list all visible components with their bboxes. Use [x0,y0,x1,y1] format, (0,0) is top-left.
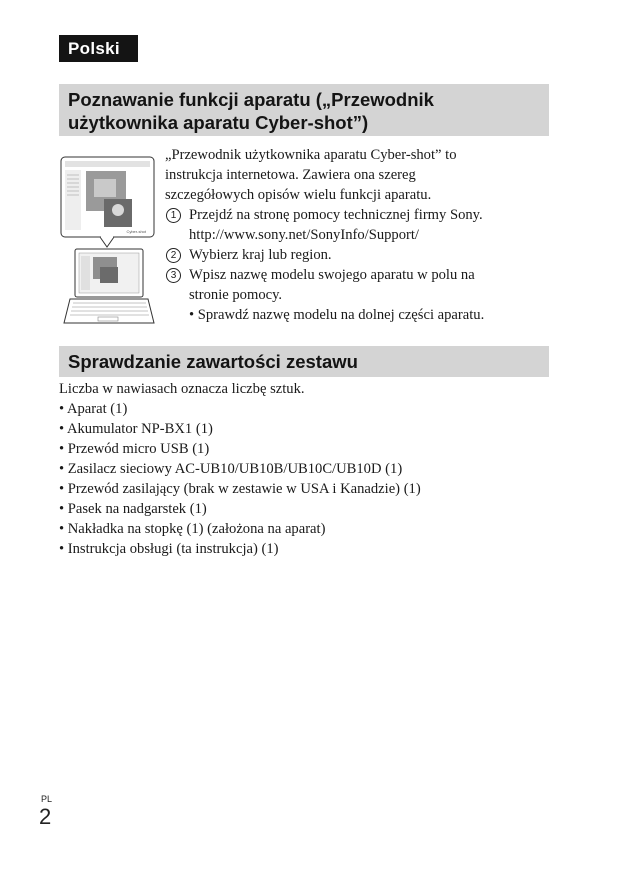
step-1-text: Przejdź na stronę pomocy technicznej firmy Sony. [189,207,483,223]
section-heading-features [59,84,549,136]
step-3 [165,265,555,305]
section-heading-features-line2: użytkownika aparatu Cyber-shot”) [68,112,369,133]
step-1 [165,205,555,245]
step-number-1: 1 [166,208,181,223]
list-item: • Akumulator NP-BX1 (1) [59,421,213,437]
model-name-note: • Sprawdź nazwę modelu na dolnej części aparatu. [189,307,485,323]
page-number: 2 [39,804,52,829]
list-item: • Przewód zasilający (brak w zestawie w USA i Kanadzie) (1) [59,481,421,497]
intro-line: instrukcja internetowa. Zawiera ona szereg [165,167,416,183]
illustration-caption: Cyber-shot [126,229,146,234]
support-url-link[interactable]: http://www.sony.net/SonyInfo/Support/ [189,227,419,243]
language-tab: Polski [59,35,138,62]
step-3-text: Wpisz nazwę modelu swojego aparatu w polu na [189,267,475,283]
footer-language-code: PL [41,794,53,804]
help-guide-instructions [165,145,555,325]
step-number-3: 3 [166,268,181,283]
laptop-help-guide-illustration [60,155,155,325]
list-item: • Przewód micro USB (1) [59,441,210,457]
intro-line: „Przewodnik użytkownika aparatu Cyber-shot” to [165,147,457,163]
step-3-text-cont: stronie pomocy. [189,287,283,303]
contents-intro: Liczba w nawiasach oznacza liczbę sztuk. [59,381,305,397]
step-2 [165,245,555,265]
section-heading-features-line1: Poznawanie funkcji aparatu („Przewodnik [68,89,434,110]
intro-line: szczegółowych opisów wielu funkcji aparatu. [165,187,432,203]
list-item: • Aparat (1) [59,401,128,417]
step-2-text: Wybierz kraj lub region. [189,247,332,263]
list-item: • Instrukcja obsługi (ta instrukcja) (1) [59,541,279,557]
list-item: • Zasilacz sieciowy AC-UB10/UB10B/UB10C/UB10D (1) [59,461,403,477]
step-number-2: 2 [166,248,181,263]
package-contents [59,379,559,559]
section-heading-contents: Sprawdzanie zawartości zestawu [59,346,549,377]
contents-list [59,399,559,559]
list-item: • Nakładka na stopkę (1) (założona na aparat) [59,521,326,537]
list-item: • Pasek na nadgarstek (1) [59,501,207,517]
